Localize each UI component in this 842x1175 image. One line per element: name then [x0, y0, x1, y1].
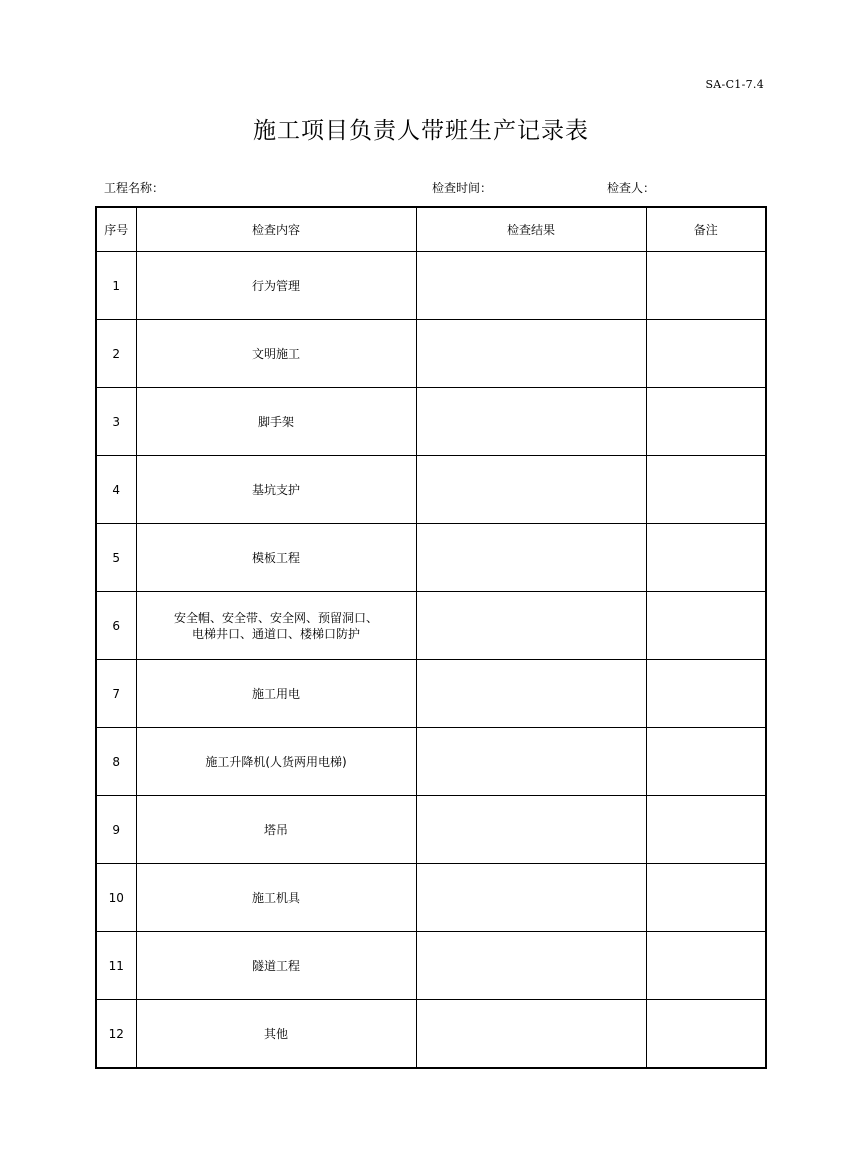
header-no: 序号 — [96, 207, 136, 252]
row-remark[interactable] — [646, 864, 766, 932]
table-row — [96, 932, 766, 1000]
row-remark[interactable] — [646, 592, 766, 660]
document-title: 施工项目负责人带班生产记录表 — [253, 118, 589, 144]
row-number: 7 — [96, 660, 136, 728]
row-remark[interactable] — [646, 1000, 766, 1069]
row-content-line-2: 电梯井口、通道口、楼梯口防护 — [191, 626, 360, 641]
inspection-time-label: 检查时间： — [432, 181, 493, 195]
row-remark[interactable] — [646, 796, 766, 864]
row-remark[interactable] — [646, 252, 766, 320]
row-number: 4 — [96, 456, 136, 524]
row-result[interactable] — [416, 592, 646, 660]
row-number: 8 — [96, 728, 136, 796]
header-content: 检查内容 — [136, 207, 416, 252]
row-content: 隧道工程 — [136, 932, 416, 1000]
row-result[interactable] — [416, 456, 646, 524]
row-remark[interactable] — [646, 388, 766, 456]
row-content: 基坑支护 — [136, 456, 416, 524]
row-content: 文明施工 — [136, 320, 416, 388]
row-number: 3 — [96, 388, 136, 456]
table-row — [96, 320, 766, 388]
row-remark[interactable] — [646, 456, 766, 524]
row-result[interactable] — [416, 932, 646, 1000]
row-number: 12 — [96, 1000, 136, 1069]
row-result[interactable] — [416, 796, 646, 864]
table-row — [96, 252, 766, 320]
row-content: 行为管理 — [136, 252, 416, 320]
row-result[interactable] — [416, 660, 646, 728]
row-number: 10 — [96, 864, 136, 932]
row-number: 5 — [96, 524, 136, 592]
row-result[interactable] — [416, 864, 646, 932]
row-content — [136, 592, 416, 660]
row-remark[interactable] — [646, 660, 766, 728]
row-remark[interactable] — [646, 728, 766, 796]
inspector-label: 检查人： — [607, 181, 656, 195]
table-row — [96, 728, 766, 796]
header-result: 检查结果 — [416, 207, 646, 252]
table-row — [96, 592, 766, 660]
record-table — [95, 206, 767, 1069]
row-result[interactable] — [416, 524, 646, 592]
row-result[interactable] — [416, 320, 646, 388]
table-row — [96, 524, 766, 592]
row-content: 模板工程 — [136, 524, 416, 592]
table-row — [96, 456, 766, 524]
table-row — [96, 1000, 766, 1069]
row-remark[interactable] — [646, 524, 766, 592]
row-content: 施工升降机(人货两用电梯) — [136, 728, 416, 796]
row-number: 9 — [96, 796, 136, 864]
row-result[interactable] — [416, 252, 646, 320]
row-result[interactable] — [416, 728, 646, 796]
table-row — [96, 864, 766, 932]
row-content: 施工用电 — [136, 660, 416, 728]
row-number: 1 — [96, 252, 136, 320]
row-result[interactable] — [416, 388, 646, 456]
row-remark[interactable] — [646, 932, 766, 1000]
row-content: 脚手架 — [136, 388, 416, 456]
project-name-label: 工程名称： — [104, 181, 165, 195]
document-code: SA-C1-7.4 — [705, 78, 764, 91]
table-row — [96, 660, 766, 728]
row-remark[interactable] — [646, 320, 766, 388]
row-number: 2 — [96, 320, 136, 388]
row-number: 11 — [96, 932, 136, 1000]
table-header-row — [96, 207, 766, 252]
row-content-line-1: 安全帽、安全带、安全网、预留洞口、 — [173, 610, 378, 625]
table-row — [96, 796, 766, 864]
row-content: 其他 — [136, 1000, 416, 1069]
header-remark: 备注 — [646, 207, 766, 252]
table-row — [96, 388, 766, 456]
row-content: 塔吊 — [136, 796, 416, 864]
row-result[interactable] — [416, 1000, 646, 1069]
row-number: 6 — [96, 592, 136, 660]
row-content: 施工机具 — [136, 864, 416, 932]
